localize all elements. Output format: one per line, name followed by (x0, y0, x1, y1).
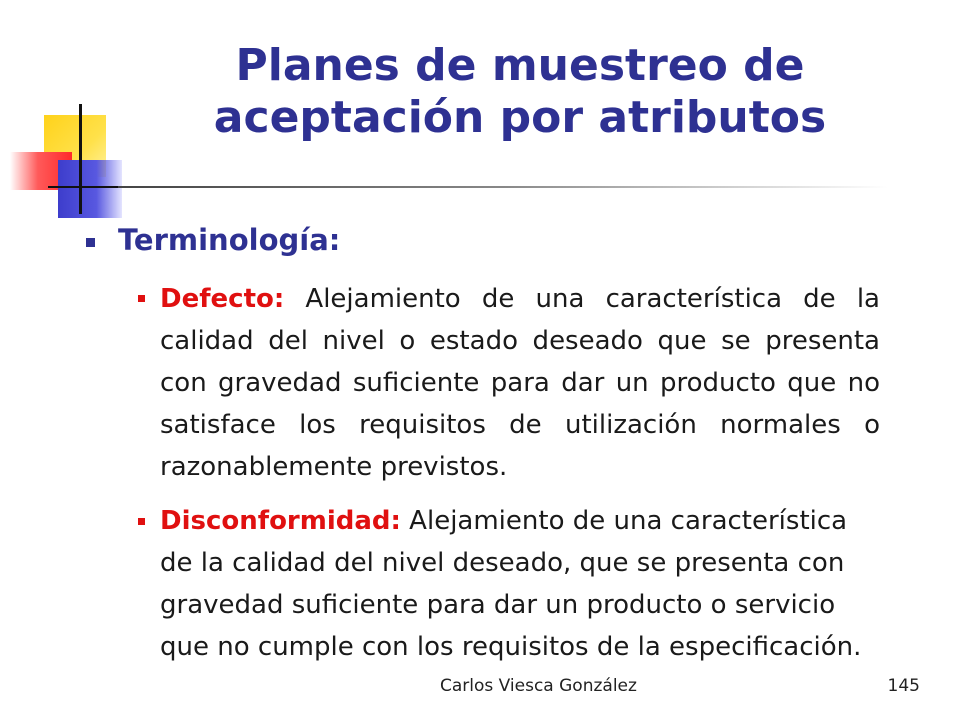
term-label: Disconformidad: (160, 506, 401, 536)
blue-square-shape (58, 160, 122, 218)
definition-item-disconformidad (160, 500, 880, 668)
slide-title-line-2: aceptación por atributos (213, 92, 827, 143)
page-number: 145 (887, 676, 920, 696)
footer-author: Carlos Viesca González (440, 676, 637, 696)
slide-title (150, 40, 890, 144)
definition-text: Alejamiento de una característica de la calidad del nivel deseado, que se presenta con gravedad suficiente para dar un producto o servicio que no cumple con los requisitos de la especificación. (160, 506, 862, 662)
definition-text: Alejamiento de una característica de la calidad del nivel o estado deseado que se presenta con gravedad suficiente para dar un producto que no satisface los requisitos de utilización normales o razonablemente previstos. (160, 284, 880, 482)
slide-title-line-1: Planes de muestreo de (235, 40, 805, 91)
bullet-square-icon (138, 295, 145, 302)
term-label: Defecto: (160, 284, 285, 314)
title-underline-divider (118, 186, 888, 188)
vertical-line (79, 104, 82, 214)
bullet-square-icon (86, 238, 95, 247)
bullet-square-icon (138, 518, 145, 525)
section-heading: Terminología: (118, 223, 341, 257)
definition-item-defecto (160, 278, 880, 488)
horizontal-line-short (48, 186, 118, 188)
